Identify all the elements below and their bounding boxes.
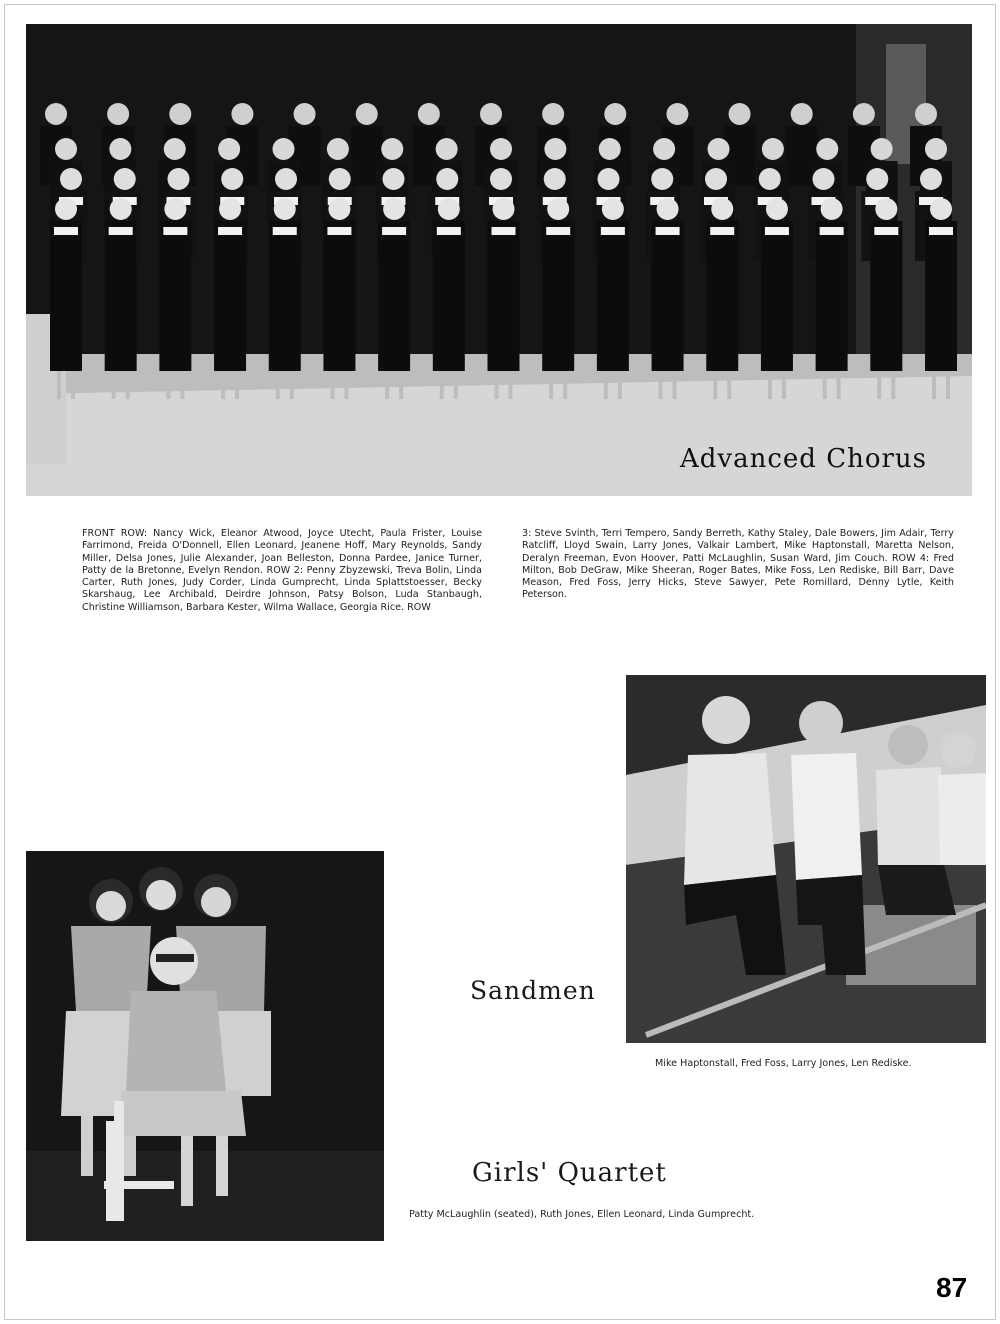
quartet-photo-illustration bbox=[26, 851, 384, 1241]
page-number: 87 bbox=[936, 1272, 968, 1303]
chorus-title: Advanced Chorus bbox=[680, 444, 928, 474]
chorus-group-photo bbox=[26, 24, 972, 496]
sandmen-caption: Mike Haptonstall, Fred Foss, Larry Jones, Len Rediske. bbox=[655, 1058, 912, 1069]
sandmen-photo-illustration bbox=[626, 675, 986, 1043]
quartet-photo bbox=[26, 851, 384, 1241]
chorus-photo-illustration bbox=[26, 24, 972, 496]
chorus-caption-right: 3: Steve Svinth, Terri Tempero, Sandy Berreth, Kathy Staley, Dale Bowers, Jim Adair, Terry Ratcliff, Lloyd Swain, Larry Jones, Valkair Lambert, Mike Haptonstall, Maretta Nelson, Deralyn Freeman, Evon Hoover, Patti McLaughlin, Susan Ward, Jim Couch. ROW 4: Fred Milton, Bob DeGraw, Mike Sheeran, Roger Bates, Mike Foss, Len Rediske, Bill Barr, Dave Meason, Fred Foss, Jerry Hicks, Steve Sawyer, Pete Romillard, Denny Lytle, Keith Peterson. bbox=[522, 528, 954, 601]
sandmen-photo bbox=[626, 675, 986, 1043]
chorus-caption-left: FRONT ROW: Nancy Wick, Eleanor Atwood, Joyce Utecht, Paula Frister, Louise Farrimond, Freida O'Donnell, Ellen Leonard, Jeanene Hoff, Mary Reynolds, Sandy Miller, Delsa Jones, Julie Alexander, Joan Belleston, Donna Pardee, Janice Turner, Patty de la Bretonne, Evelyn Rendon. ROW 2: Penny Zbyzewski, Treva Bolin, Linda Carter, Ruth Jones, Judy Corder, Linda Gumprecht, Linda Splattstoesser, Becky Skarshaug, Lee Archibald, Deirdre Johnson, Patsy Bolson, Luda Stanbaugh, Christine Williamson, Barbara Kester, Wilma Wallace, Georgia Rice. ROW bbox=[82, 528, 482, 613]
sandmen-title: Sandmen bbox=[470, 976, 596, 1005]
quartet-caption: Patty McLaughlin (seated), Ruth Jones, Ellen Leonard, Linda Gumprecht. bbox=[409, 1209, 755, 1220]
quartet-title: Girls' Quartet bbox=[472, 1158, 667, 1188]
